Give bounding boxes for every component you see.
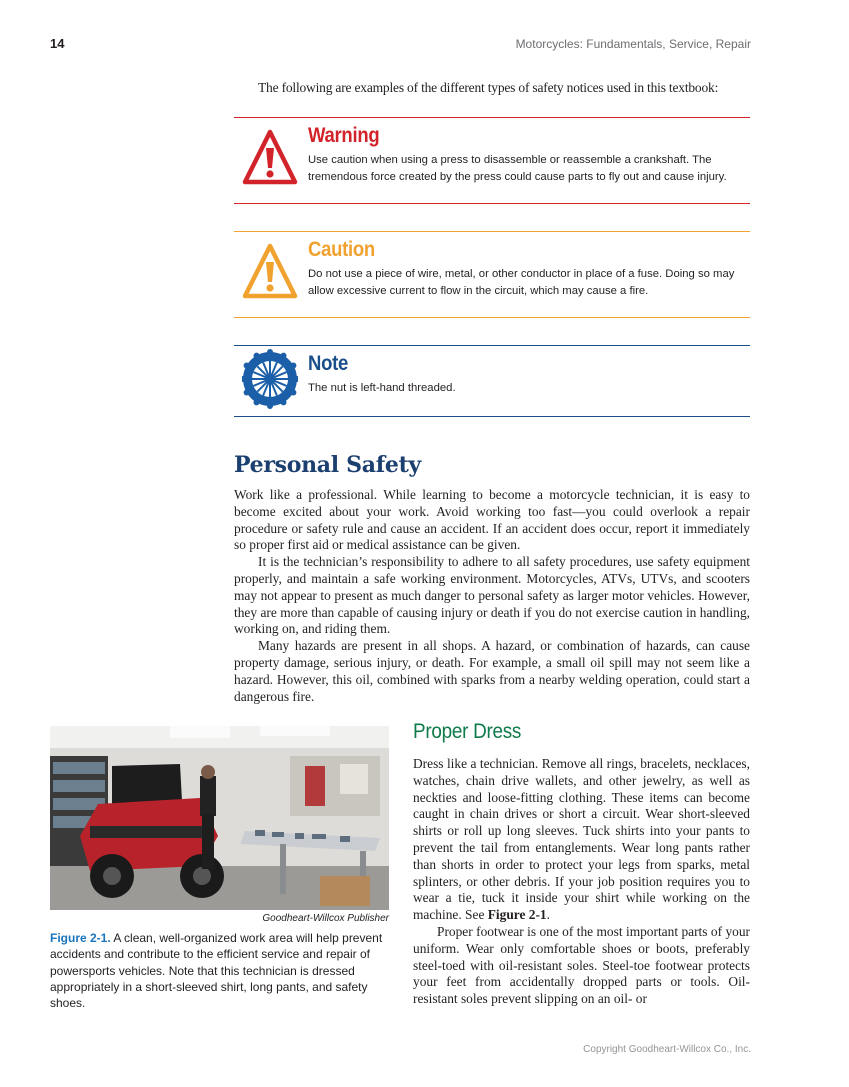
figure-label: Figure 2-1. (50, 931, 111, 945)
figure-photo (50, 726, 389, 910)
paragraph: Proper footwear is one of the most important parts of your uniform. Wear only comfortable shoes or boots, preferably steel-toed with oil-resistant soles. Steel-toe footwear protects your feet from accidentally dropped parts or tools. Oil-resistant soles prevent slipping on an oil- or (413, 923, 750, 1007)
figure-caption (50, 930, 390, 1011)
paragraph: It is the technician’s responsibility to adhere to all safety procedures, use safety equipment properly, and maintain a safe working environment. Motorcycles, ATVs, UTVs, and scooters may not appear to present as much danger to personal safety as larger motor vehicles. However, they are more than capable of causing injury or death if you do not exercise caution in handling, working on, and riding them. (234, 554, 750, 637)
note-title: Note (308, 352, 349, 375)
paragraph (413, 756, 750, 924)
figure-reference: Figure 2-1 (487, 907, 547, 923)
personal-safety-body (234, 487, 750, 705)
figure-caption-text: A clean, well-organized work area will help prevent accidents and contribute to the efficient service and repair of powersports vehicles. Note that this technician is dressed appropriately in a short-sleeved shirt, long pants, and safety shoes. (50, 931, 383, 1011)
wheel-icon (242, 349, 298, 409)
intro-text: The following are examples of the different types of safety notices used in this textbook: (258, 80, 719, 95)
section-heading-personal-safety: Personal Safety (234, 452, 421, 478)
paragraph-text-end: . (546, 907, 550, 923)
section-heading-proper-dress: Proper Dress (413, 720, 522, 743)
warning-text: Use caution when using a press to disassemble or reassemble a crankshaft. The tremendous force created by the press could cause parts to fly out and cause injury. (308, 154, 727, 183)
paragraph: Work like a professional. While learning to become a motorcycle technician, it is easy to become excited about your work. Avoid working too fast—you could overlook a repair procedure or safety rule and cause an accident. If an accident does occur, report it immediately so proper first aid or medical assistance can be given. (234, 487, 750, 553)
note-notice (234, 345, 750, 417)
copyright-footer: Copyright Goodheart-Willcox Co., Inc. (583, 1044, 751, 1055)
caution-notice (234, 231, 750, 318)
caution-title: Caution (308, 238, 375, 261)
caution-triangle-icon (242, 242, 298, 302)
figure-credit: Goodheart-Willcox Publisher (262, 913, 389, 924)
proper-dress-body (413, 756, 750, 1008)
note-text: The nut is left-hand threaded. (308, 382, 456, 394)
caution-text: Do not use a piece of wire, metal, or other conductor in place of a fuse. Doing so may allow excessive current to flow in the circuit, which may cause a fire. (308, 268, 735, 297)
warning-triangle-icon (242, 128, 298, 188)
paragraph-text: Dress like a technician. Remove all rings, bracelets, necklaces, watches, chain drive wallets, and other jewelry, as well as neckties and loose-fitting clothing. These items can become caught in chain drives or short a circuit. Wear short-sleeved shirts or roll up long sleeves. Tuck shirts into your pants to prevent the tail from entanglements. Wear long pants rather than shorts in order to protect your legs from sparks, metal splinters, or other debris. If your job position requires you to wear a tie, tuck it inside your shirt while working on the machine. See (413, 756, 750, 923)
paragraph: Many hazards are present in all shops. A hazard, or combination of hazards, can cause property damage, serious injury, or death. For example, a small oil spill may not seem like a hazard. However, this oil, combined with sparks from a nearby welding operation, could start a dangerous fire. (234, 638, 750, 704)
running-header-title: Motorcycles: Fundamentals, Service, Repair (515, 37, 751, 51)
warning-notice (234, 117, 750, 204)
warning-title: Warning (308, 124, 380, 147)
page-number: 14 (50, 36, 65, 51)
workshop-photo-image (50, 726, 389, 910)
